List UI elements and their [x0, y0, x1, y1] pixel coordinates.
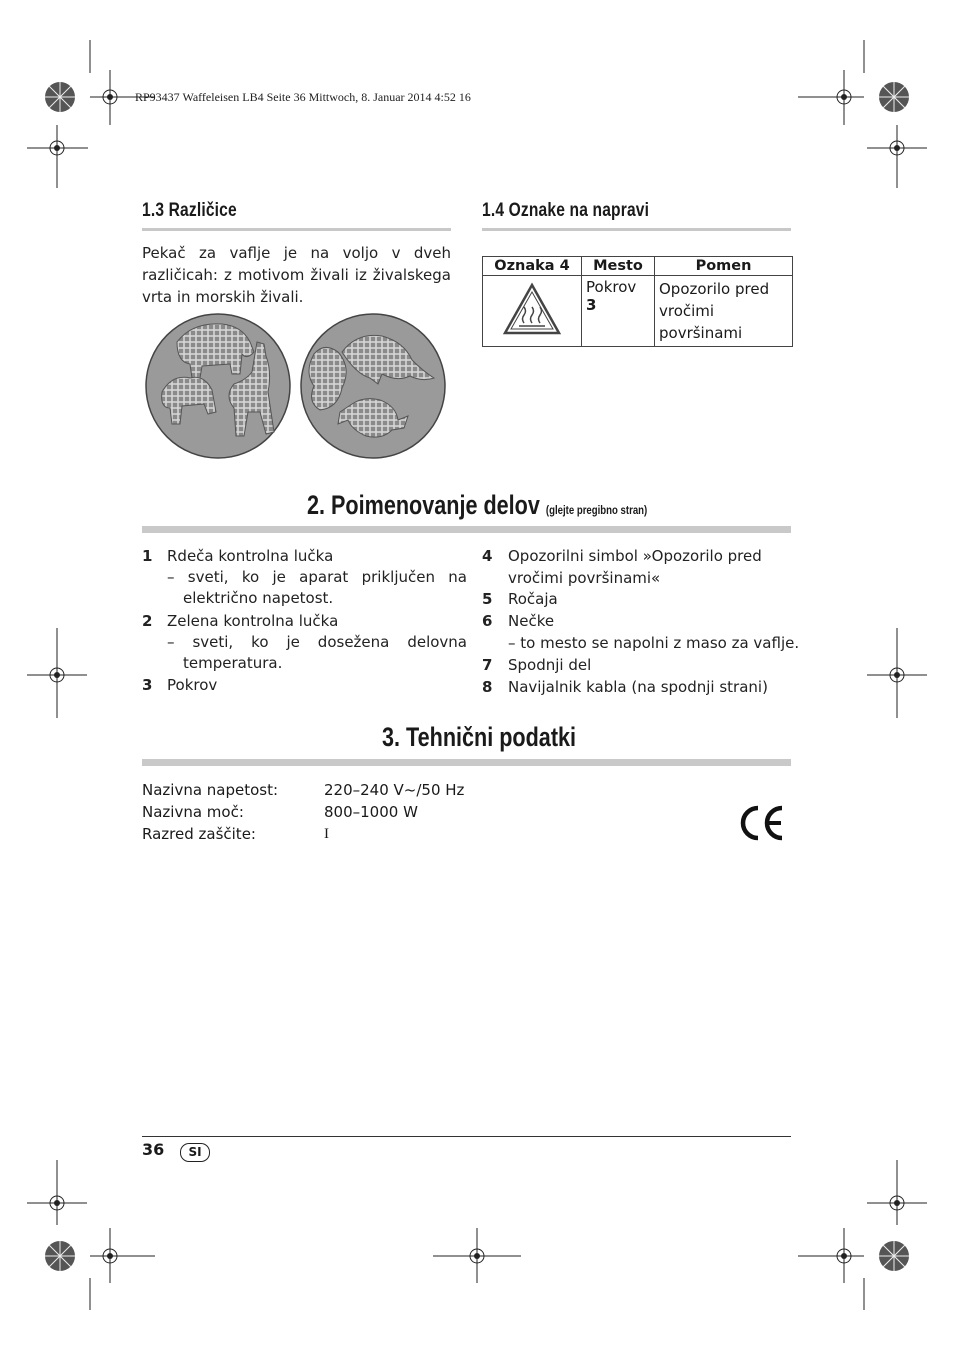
section-3-title: 3. Tehnični podatki: [382, 722, 577, 752]
table-row: [483, 276, 793, 347]
divider: [142, 526, 791, 533]
item-number: 3: [142, 676, 153, 694]
divider: [142, 759, 791, 766]
section-2-title: [307, 490, 647, 521]
column-header: Mesto: [582, 257, 655, 276]
item-number: 6: [482, 612, 493, 630]
item-number: 7: [482, 656, 493, 674]
column-header: Oznaka 4: [483, 257, 582, 276]
spec-value: 800–1000 W: [324, 803, 418, 821]
spec-value: 220–240 V~/50 Hz: [324, 781, 465, 799]
spec-label: Nazivna napetost:: [142, 781, 279, 799]
hot-surface-warning-icon: [502, 281, 562, 337]
print-header: RP93437 Waffeleisen LB4 Seite 36 Mittwoch, 8. Januar 2014 4:52 16: [135, 90, 471, 104]
variants-text: Pekač za vaflje je na voljo v dveh različicah: z motivom živali iz živalskega vrta in morskih živali.: [142, 244, 451, 306]
device-markings-table: [482, 256, 793, 347]
spec-label: Razred zaščite:: [142, 825, 256, 843]
page-number: 36: [142, 1140, 165, 1159]
footer-rule: [142, 1136, 791, 1137]
ce-mark-icon: [736, 804, 786, 842]
location-cell: [582, 276, 655, 347]
divider: [482, 228, 791, 231]
item-sub: – sveti, ko je aparat priključen na električno napetost.: [167, 568, 467, 607]
item-label: Pokrov: [167, 676, 218, 694]
section-1-4-title: 1.4 Oznake na napravi: [482, 200, 650, 221]
item-label: Nečke: [508, 612, 555, 630]
item-number: 2: [142, 612, 153, 630]
section-2-heading: 2. Poimenovanje delov: [307, 490, 540, 520]
table-header-row: [483, 257, 793, 276]
item-label: Rdeča kontrolna lučka: [167, 547, 334, 565]
location-text: Pokrov: [586, 278, 637, 296]
item-label: Ročaja: [508, 590, 558, 608]
column-header: Pomen: [655, 257, 793, 276]
item-number: 8: [482, 678, 493, 696]
item-sub: – to mesto se napolni z maso za vaflje.: [508, 634, 800, 652]
item-number: 1: [142, 547, 153, 565]
waffle-plates-illustration: [142, 312, 452, 460]
section-2-subtitle: (glejte pregibno stran): [545, 503, 648, 517]
item-label: Opozorilni simbol »Opozorilo pred vročimi površinami«: [508, 547, 762, 587]
item-number: 5: [482, 590, 493, 608]
spec-value: I: [324, 826, 329, 842]
language-badge: SI: [180, 1143, 210, 1162]
item-label: Navijalnik kabla (na spodnji strani): [508, 678, 768, 696]
location-number: 3: [586, 296, 597, 314]
section-1-3-title: 1.3 Različice: [142, 200, 237, 221]
item-label: Zelena kontrolna lučka: [167, 612, 339, 630]
symbol-cell: [483, 276, 582, 347]
item-label: Spodnji del: [508, 656, 592, 674]
item-sub: – sveti, ko je dosežena delovna temperatura.: [167, 633, 467, 672]
item-number: 4: [482, 547, 493, 565]
divider: [142, 228, 451, 231]
spec-label: Nazivna moč:: [142, 803, 244, 821]
meaning-cell: Opozorilo pred vročimi površinami: [655, 276, 793, 347]
